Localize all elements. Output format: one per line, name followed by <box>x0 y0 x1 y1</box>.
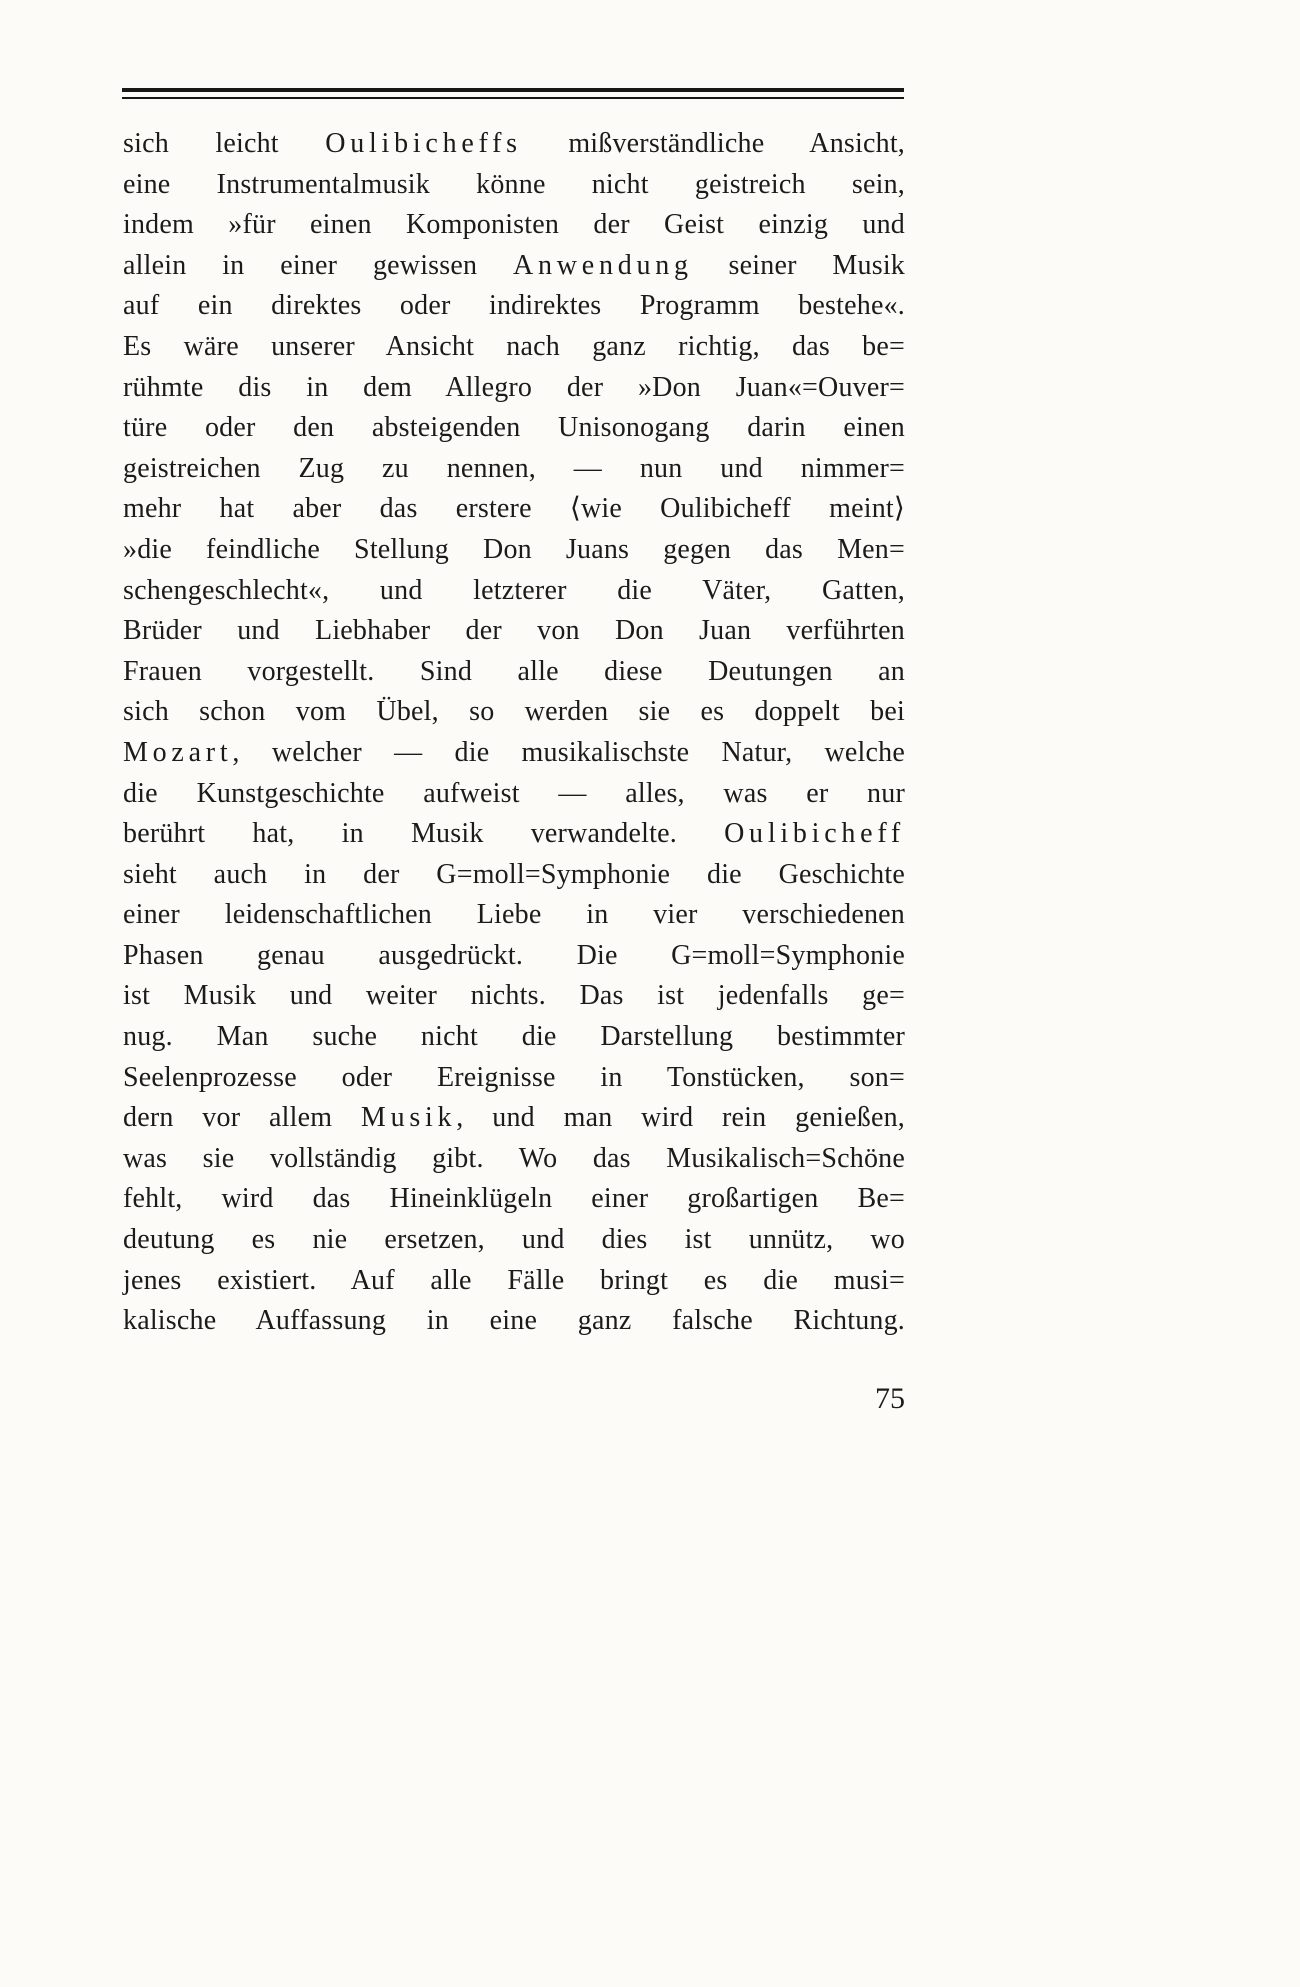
text-line <box>123 936 905 977</box>
text-segment: sieht auch in der G=moll=Symphonie die Geschichte <box>123 858 905 890</box>
text-line <box>123 733 905 774</box>
text-segment: rühmte dis in dem Allegro der »Don Juan«=Ouver= <box>123 371 905 403</box>
text-line <box>123 855 905 896</box>
text-line <box>123 976 905 1017</box>
emphasized-word: Oulibicheffs <box>325 128 522 159</box>
text-line <box>123 489 905 530</box>
text-segment: Es wäre unserer Ansicht nach ganz richtig, das be= <box>123 330 905 362</box>
text-segment: nug. Man suche nicht die Darstellung bestimmter <box>123 1021 905 1053</box>
text-segment: sich leicht <box>123 128 326 159</box>
text-line <box>123 1301 905 1342</box>
text-segment: türe oder den absteigenden Unisonogang darin einen <box>123 412 905 444</box>
page-number: 75 <box>875 1382 905 1415</box>
text-segment: eine Instrumentalmusik könne nicht geistreich sein, <box>123 168 905 200</box>
text-line <box>123 1179 905 1220</box>
text-block <box>123 124 905 1342</box>
text-segment: Brüder und Liebhaber der von Don Juan verführten <box>123 615 905 647</box>
text-line <box>123 895 905 936</box>
text-line <box>123 408 905 449</box>
text-line <box>123 368 905 409</box>
text-segment: deutung es nie ersetzen, und dies ist unnütz, wo <box>123 1224 905 1256</box>
text-line <box>123 449 905 490</box>
text-line <box>123 1017 905 1058</box>
text-segment: was sie vollständig gibt. Wo das Musikalisch=Schöne <box>123 1142 905 1174</box>
text-line <box>123 1220 905 1261</box>
text-segment: schengeschlecht«, und letzterer die Väter, Gatten, <box>123 574 905 606</box>
text-segment: seiner Musik <box>692 249 905 281</box>
text-line <box>123 165 905 206</box>
text-line <box>123 1098 905 1139</box>
text-segment: »die feindliche Stellung Don Juans gegen das Men= <box>123 533 905 565</box>
text-segment: Phasen genau ausgedrückt. Die G=moll=Symphonie <box>123 939 905 971</box>
emphasized-word: Oulibicheff <box>724 818 905 850</box>
text-segment: auf ein direktes oder indirektes Programm bestehe«. <box>123 290 905 322</box>
text-line <box>123 571 905 612</box>
text-segment: geistreichen Zug zu nennen, — nun und nimmer= <box>123 452 905 484</box>
text-segment: dern vor allem <box>123 1102 361 1134</box>
text-line <box>123 652 905 693</box>
header-double-rule <box>122 88 904 99</box>
text-segment: , und man wird rein genießen, <box>456 1102 905 1134</box>
emphasized-word: Mozart <box>123 736 233 768</box>
text-line <box>123 1261 905 1302</box>
text-segment: indem »für einen Komponisten der Geist einzig und <box>123 209 905 241</box>
text-line <box>123 246 905 287</box>
emphasized-word: Anwendung <box>513 249 693 281</box>
text-segment: mißverständliche Ansicht, <box>521 128 905 159</box>
text-line <box>123 530 905 571</box>
text-line <box>123 1058 905 1099</box>
text-line <box>123 205 905 246</box>
text-line <box>123 814 905 855</box>
text-segment: berührt hat, in Musik verwandelte. <box>123 818 725 850</box>
text-segment: mehr hat aber das erstere ⟨wie Oulibicheff meint⟩ <box>123 493 905 525</box>
text-line <box>123 286 905 327</box>
text-line <box>123 611 905 652</box>
emphasized-word: Musik <box>360 1102 457 1134</box>
text-segment: sich schon vom Übel, so werden sie es doppelt bei <box>123 696 905 728</box>
text-segment: , welcher — die musikalischste Natur, welche <box>232 736 905 768</box>
text-segment: jenes existiert. Auf alle Fälle bringt es die musi= <box>123 1264 905 1296</box>
text-line <box>123 124 905 165</box>
text-segment: allein in einer gewissen <box>123 249 514 281</box>
text-segment: fehlt, wird das Hineinklügeln einer großartigen Be= <box>123 1183 905 1215</box>
text-segment: einer leidenschaftlichen Liebe in vier verschiedenen <box>123 899 905 931</box>
text-line <box>123 327 905 368</box>
text-segment: kalische Auffassung in eine ganz falsche Richtung. <box>123 1305 905 1337</box>
text-line <box>123 1139 905 1180</box>
text-line <box>123 774 905 815</box>
text-segment: die Kunstgeschichte aufweist — alles, was er nur <box>123 777 905 809</box>
text-segment: ist Musik und weiter nichts. Das ist jedenfalls ge= <box>123 980 905 1012</box>
text-segment: Seelenprozesse oder Ereignisse in Tonstücken, son= <box>123 1061 905 1093</box>
text-line <box>123 692 905 733</box>
text-segment: Frauen vorgestellt. Sind alle diese Deutungen an <box>123 655 905 687</box>
